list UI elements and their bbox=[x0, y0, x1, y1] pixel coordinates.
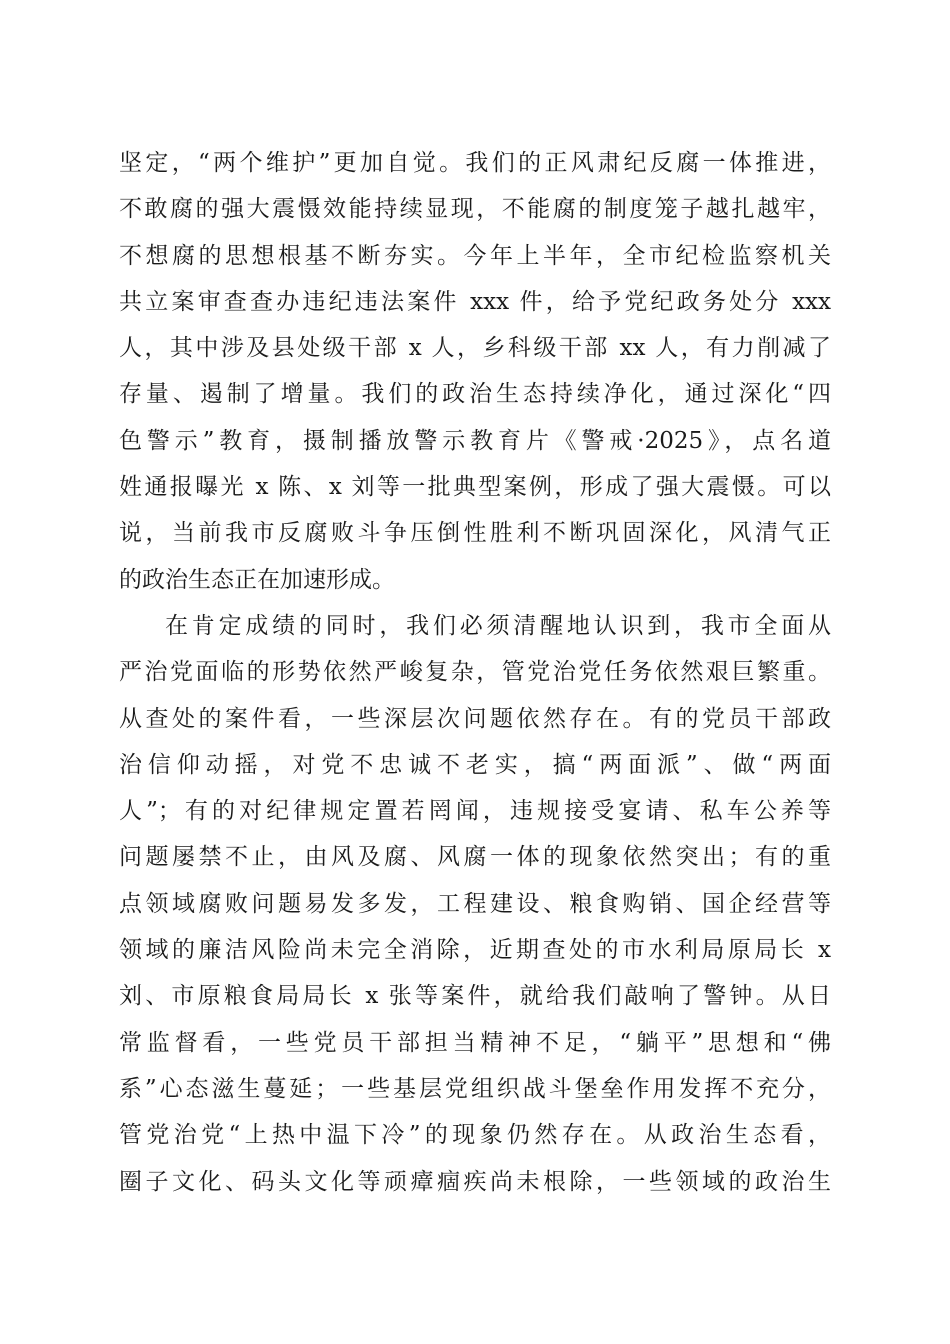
text-line: 领域的廉洁风险尚未完全消除，近期查处的市水利局原局长 x bbox=[119, 937, 831, 964]
text-line: 姓通报曝光 x 陈、x 刘等一批典型案例，形成了强大震慑。可以 bbox=[119, 474, 831, 501]
text-line: 说，当前我市反腐败斗争压倒性胜利不断巩固深化，风清气正 bbox=[119, 520, 831, 547]
text-line: 圈子文化、码头文化等顽瘴痼疾尚未根除，一些领域的政治生 bbox=[119, 1168, 831, 1195]
text-line: 严治党面临的形势依然严峻复杂，管党治党任务依然艰巨繁重。 bbox=[119, 659, 831, 686]
text-line: 治信仰动摇，对党不忠诚不老实，搞“两面派”、做“两面 bbox=[119, 751, 831, 778]
text-line: 存量、遏制了增量。我们的政治生态持续净化，通过深化“四 bbox=[119, 381, 831, 408]
text-line: 刘、市原粮食局局长 x 张等案件，就给我们敲响了警钟。从日 bbox=[119, 983, 831, 1010]
text-line: 点领域腐败问题易发多发，工程建设、粮食购销、国企经营等 bbox=[119, 890, 831, 917]
text-line: 从查处的案件看，一些深层次问题依然存在。有的党员干部政 bbox=[119, 705, 831, 732]
text-line: 共立案审查查办违纪违法案件 xxx 件，给予党纪政务处分 xxx bbox=[119, 288, 831, 315]
text-line: 人，其中涉及县处级干部 x 人，乡科级干部 xx 人，有力削减了 bbox=[119, 335, 831, 362]
paragraph-1 bbox=[119, 140, 831, 603]
text-line: 管党治党“上热中温下冷”的现象仍然存在。从政治生态看， bbox=[119, 1122, 831, 1149]
text-line: 不想腐的思想根基不断夯实。今年上半年，全市纪检监察机关 bbox=[119, 242, 831, 269]
text-line: 的政治生态正在加速形成。 bbox=[119, 566, 395, 593]
text-line: 在肯定成绩的同时，我们必须清醒地认识到，我市全面从 bbox=[165, 612, 831, 639]
body-text bbox=[119, 140, 831, 1205]
text-line: 不敢腐的强大震慑效能持续显现，不能腐的制度笼子越扎越牢， bbox=[119, 196, 831, 223]
paragraph-2 bbox=[119, 603, 831, 1205]
text-line: 常监督看，一些党员干部担当精神不足，“躺平”思想和“佛 bbox=[119, 1029, 831, 1056]
text-line: 坚定，“两个维护”更加自觉。我们的正风肃纪反腐一体推进， bbox=[119, 150, 831, 176]
text-line: 系”心态滋生蔓延；一些基层党组织战斗堡垒作用发挥不充分， bbox=[119, 1075, 831, 1102]
text-line: 人”；有的对纪律规定置若罔闻，违规接受宴请、私车公养等 bbox=[119, 798, 831, 825]
text-line: 色警示”教育，摄制播放警示教育片《警戒·2025》，点名道 bbox=[119, 427, 831, 454]
text-line: 问题屡禁不止，由风及腐、风腐一体的现象依然突出；有的重 bbox=[119, 844, 831, 871]
